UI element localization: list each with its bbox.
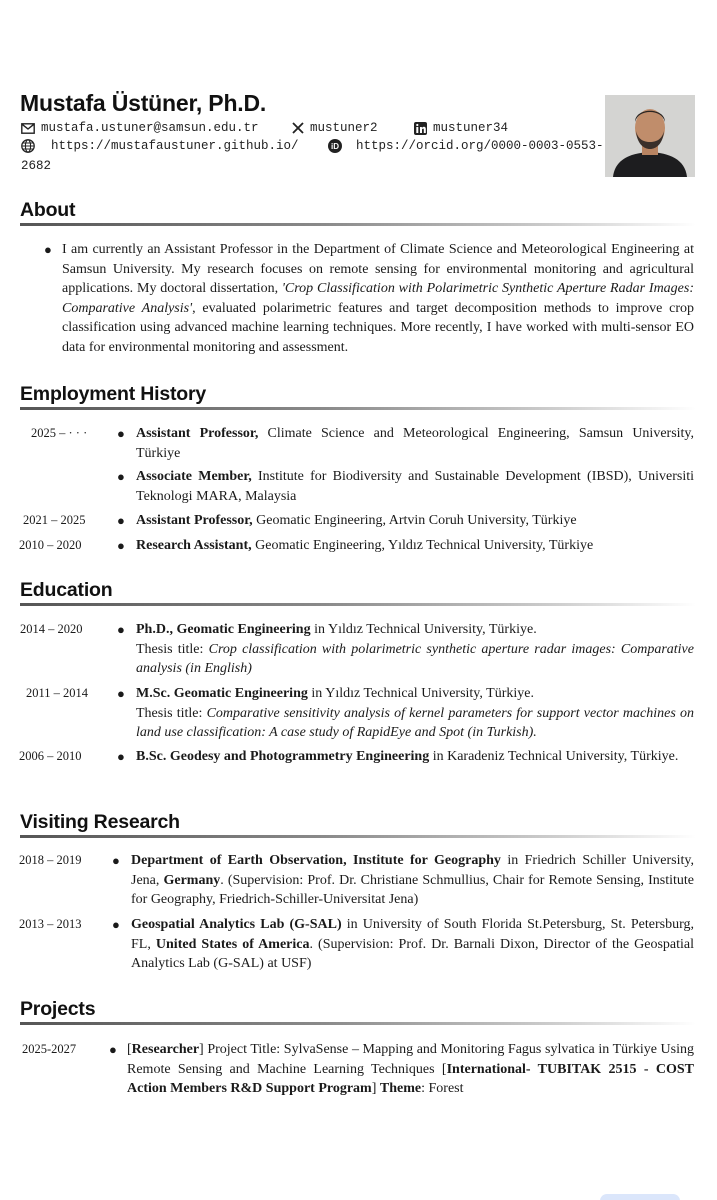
projects-section [20, 998, 696, 1025]
education-section [20, 579, 696, 606]
employment-date: 2025 – · · · [31, 426, 88, 440]
website-contact[interactable] [21, 139, 299, 153]
thesis-title: Comparative sensitivity analysis of kernel parameters for support vector machines on land use classification: A case study of RapidEye and Spot (in Turkish). [136, 705, 694, 740]
employment-section [20, 383, 696, 410]
employment-item [136, 424, 694, 463]
project-item [127, 1040, 694, 1099]
visiting-supervision: . (Supervision: Prof. Dr. Christiane Schmullius, Chair for Remote Sensing, Institute for Geography, Friedrich-Schiller-Universitat Jena) [131, 872, 694, 907]
degree-title: M.Sc. Geomatic Engineering [136, 686, 308, 701]
degree-title: B.Sc. Geodesy and Photogrammetry Engineering [136, 749, 430, 764]
education-heading: Education [20, 579, 113, 601]
education-item [136, 620, 694, 679]
visiting-date: 2013 – 2013 [19, 917, 82, 931]
project-date: 2025-2027 [22, 1042, 77, 1056]
employment-place: Climate Science and Meteorological Engineering, Samsun University, Türkiye [136, 426, 695, 461]
person-name: Mustafa Üstüner, Ph.D. [20, 90, 267, 116]
employment-item [136, 511, 694, 531]
x-contact[interactable] [292, 121, 378, 135]
bullet-icon: ● [117, 469, 125, 484]
project-role: Researcher [131, 1042, 200, 1057]
education-date: 2011 – 2014 [26, 686, 89, 700]
projects-heading: Projects [20, 998, 96, 1020]
visiting-place: in Friedrich Schiller University, Jena, [131, 853, 694, 888]
bullet-icon: ● [117, 513, 125, 528]
orcid-contact[interactable] [328, 139, 604, 153]
linkedin-text: mustuner34 [433, 121, 509, 135]
visiting-heading: Visiting Research [20, 811, 180, 833]
employment-date: 2010 – 2020 [19, 538, 82, 552]
x-handle-text: mustuner2 [310, 121, 378, 135]
visiting-date: 2018 – 2019 [19, 853, 82, 867]
section-rule [20, 835, 696, 838]
degree-place: in Yıldız Technical University, Türkiye. [307, 686, 534, 701]
project-theme-label: Theme [379, 1081, 422, 1096]
employment-place: Geomatic Engineering, Yıldız Technical University, Türkiye [251, 538, 594, 553]
section-rule [20, 223, 696, 226]
employment-heading: Employment History [20, 383, 207, 405]
bullet-icon: ● [117, 686, 125, 701]
project-program: International- TUBITAK 2515 - COST Action Members R&D Support Program [127, 1061, 694, 1096]
bullet-icon: ● [117, 426, 125, 441]
linkedin-contact[interactable] [414, 121, 508, 135]
section-rule [20, 407, 696, 410]
orcid-continued [21, 159, 51, 173]
orcid-text: https://orcid.org/0000-0003-0553- [356, 139, 604, 153]
envelope-icon [21, 123, 35, 134]
education-date: 2006 – 2010 [19, 749, 82, 763]
profile-photo [605, 95, 695, 177]
project-title: ] Project Title: SylvaSense – Mapping and Monitoring Fagus sylvatica in Türkiye Using Remote Sensing and Machine Learning Techniques [ [127, 1042, 694, 1077]
visiting-supervision: . (Supervision: Prof. Dr. Barnali Dixon, Director of the Geospatial Analytics Lab (G-SAL) at USF) [131, 936, 694, 971]
about-heading: About [20, 199, 76, 221]
thesis-label: Thesis title: [136, 641, 209, 657]
employment-place: Institute for Biodiversity and Sustainable Development (IBSD), Universiti Teknologi MARA, Malaysia [136, 469, 694, 504]
bullet-icon: ● [117, 538, 125, 553]
visiting-item [131, 915, 694, 974]
thesis-label: Thesis title: [136, 705, 207, 721]
bullet-icon: ● [117, 622, 125, 637]
bullet-icon: ● [112, 853, 120, 868]
email-contact[interactable] [21, 121, 259, 135]
floating-action-button[interactable] [600, 1194, 680, 1200]
employment-item [136, 467, 694, 506]
employment-role: Associate Member, [136, 469, 252, 484]
project-theme: : Forest [421, 1081, 464, 1096]
bullet-icon: ● [44, 242, 52, 257]
about-text [62, 240, 694, 357]
degree-place: in Yıldız Technical University, Türkiye. [310, 622, 537, 637]
employment-role: Assistant Professor, [136, 513, 253, 528]
section-rule [20, 1022, 696, 1025]
education-item [136, 684, 694, 743]
visiting-country: United States of America [155, 936, 310, 952]
employment-role: Research Assistant, [136, 538, 252, 553]
employment-place: Geomatic Engineering, Artvin Coruh University, Türkiye [252, 513, 577, 528]
degree-place: in Karadeniz Technical University, Türkiye. [429, 749, 679, 764]
bullet-icon: ● [112, 917, 120, 932]
visiting-item [131, 851, 694, 910]
visiting-org: Geospatial Analytics Lab (G-SAL) [131, 917, 342, 932]
email-text: mustafa.ustuner@samsun.edu.tr [41, 121, 259, 135]
orcid-text-continued: 2682 [21, 159, 52, 173]
education-item [136, 747, 694, 767]
about-outro: , evaluated polarimetric features and target decomposition methods to improve crop classification using advanced machine learning techniques. More recently, I have worked with multi-sensor EO data for environmental monitoring and assessment. [62, 300, 694, 355]
employment-date: 2021 – 2025 [23, 513, 86, 527]
degree-title: Ph.D., Geomatic Engineering [136, 622, 311, 637]
about-section [20, 199, 696, 226]
globe-icon [21, 139, 35, 153]
bracket-open: [ [127, 1042, 132, 1057]
dissertation-title: 'Crop Classification with Polarimetric Synthetic Aperture Radar Images: Comparative Analysis' [62, 281, 694, 316]
svg-text:iD: iD [331, 142, 339, 151]
visiting-place: in University of South Florida St.Petersburg, St. Petersburg, FL, [131, 917, 694, 952]
employment-role: Assistant Professor, [136, 426, 259, 441]
visiting-country: Germany [163, 872, 221, 888]
visiting-org: Department of Earth Observation, Institute for Geography [131, 853, 501, 868]
about-intro: I am currently an Assistant Professor in the Department of Climate Science and Meteorological Engineering at Samsun University. My research focuses on remote sensing for environmental monitoring and agricultural applications. My doctoral dissertation, [62, 242, 694, 296]
thesis-title: Crop classification with polarimetric synthetic aperture radar images: Comparative analysis (in English) [136, 641, 694, 676]
bracket-close: ] [371, 1081, 380, 1096]
bullet-icon: ● [109, 1042, 117, 1057]
section-rule [20, 603, 696, 606]
visiting-section [20, 811, 696, 838]
website-text: https://mustafaustuner.github.io/ [51, 139, 299, 153]
bullet-icon: ● [117, 749, 125, 764]
orcid-icon [328, 139, 342, 153]
linkedin-icon [414, 122, 427, 135]
education-date: 2014 – 2020 [20, 622, 83, 636]
x-icon [292, 122, 304, 134]
employment-item [136, 536, 694, 556]
